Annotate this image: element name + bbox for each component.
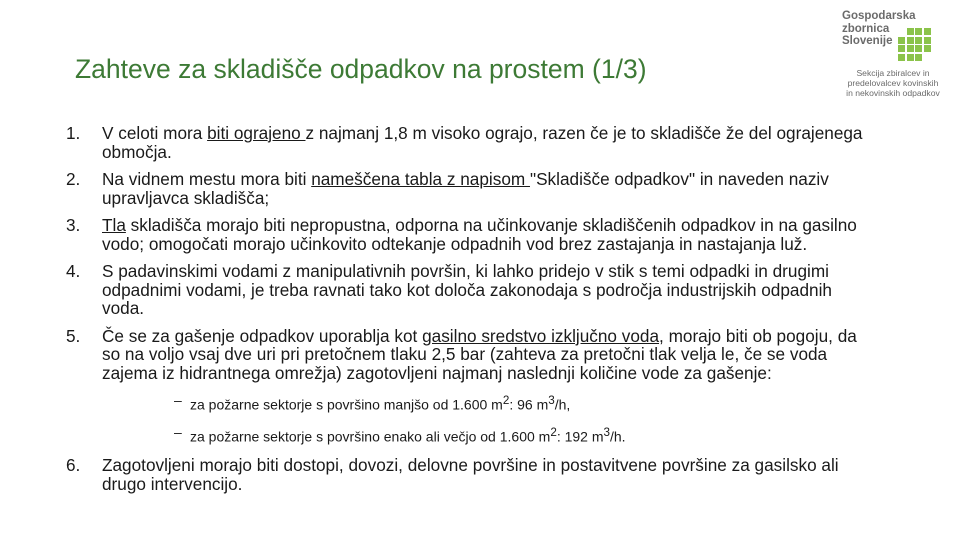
text-run: za požarne sektorje s površino manjšo od 1.600 m bbox=[190, 396, 503, 413]
superscript: 2 bbox=[502, 394, 510, 407]
superscript: 2 bbox=[550, 425, 557, 439]
superscript: 3 bbox=[548, 394, 555, 407]
text-run: za požarne sektorje s površino enako ali večjo od 1.600 m bbox=[190, 428, 551, 445]
item-number: 4. bbox=[66, 261, 81, 281]
item-text bbox=[102, 326, 857, 383]
logo-sub-line: in nekovinskih odpadkov bbox=[846, 88, 940, 98]
requirement-item bbox=[66, 327, 874, 446]
item-text bbox=[102, 261, 832, 318]
underlined-text: gasilno sredstvo izključno voda bbox=[422, 325, 660, 346]
underlined-text: Tla bbox=[102, 215, 126, 235]
logo-sub-line: Sekcija zbiralcev in bbox=[856, 68, 930, 78]
underlined-text: nameščena tabla z napisom bbox=[311, 169, 530, 189]
dash-bullet: – bbox=[174, 392, 182, 408]
text-run: z najmanj 1,8 m visoko ograjo, razen če je to skladišče že del ograjenega območja. bbox=[102, 123, 863, 162]
text-run: S padavinskimi vodami z manipulativnih površin, ki lahko pridejo v stik s temi odpadki in drugimi odpadnimi vodami, je treba ravnati tako kot določa zakonodaja s področja industrijskih odpadnih voda. bbox=[102, 261, 832, 318]
logo-name-line: Gospodarska bbox=[842, 10, 916, 22]
flow-requirement-item bbox=[174, 424, 874, 446]
superscript: 3 bbox=[603, 425, 610, 439]
chamber-logo bbox=[832, 8, 952, 104]
slide-title: Zahteve za skladišče odpadkov na prostem (1/3) bbox=[75, 54, 647, 84]
text-run: skladišča morajo biti nepropustna, odporna na učinkovanje skladiščenih odpadkov in na gasilno vodo; omogočati morajo učinkovito odtekanje odpadnih vod brez zastajanja in nastajanja luž. bbox=[102, 215, 857, 254]
text-run: "Skladišče odpadkov" in naveden naziv upravljavca skladišča; bbox=[102, 169, 829, 208]
logo-section-name bbox=[832, 68, 954, 98]
requirement-item bbox=[66, 216, 874, 253]
text-run: , morajo biti ob pogoju, da so na voljo vsaj dve uri pri pretočnem tlaku 2,5 bar (zahteva za pretočni tlak velja le, če se voda zajema iz hidrantnega omrežja) zagotovljeni najmanj naslednji količine vode za gašenje: bbox=[102, 325, 857, 383]
item-text bbox=[102, 169, 829, 208]
text-run: : 96 m bbox=[509, 396, 549, 413]
item-number: 6. bbox=[66, 455, 81, 476]
text-run: /h. bbox=[610, 428, 626, 445]
item-number: 3. bbox=[66, 215, 81, 235]
item-text bbox=[102, 123, 863, 162]
requirement-item bbox=[66, 170, 874, 207]
requirement-item bbox=[66, 124, 874, 161]
item-number: 5. bbox=[66, 325, 81, 346]
requirements-list bbox=[66, 124, 874, 502]
item-text bbox=[102, 215, 857, 254]
logo-name-line: Slovenije bbox=[842, 35, 893, 47]
text-run: Če se za gašenje odpadkov uporablja kot bbox=[102, 325, 423, 346]
underlined-text: biti ograjeno bbox=[207, 123, 306, 143]
logo-sub-line: predelovalcev kovinskih bbox=[847, 78, 939, 88]
text-run: Na vidnem mestu mora biti bbox=[102, 169, 312, 189]
item-number: 1. bbox=[66, 123, 81, 143]
item-text bbox=[102, 455, 839, 494]
text-run: /h, bbox=[554, 396, 571, 413]
text-run: : 192 m bbox=[556, 428, 604, 445]
logo-name bbox=[842, 10, 916, 48]
text-run: Zagotovljeni morajo biti dostopi, dovozi, delovne površine in postavitvene površine za gasilsko ali drugo intervencijo. bbox=[102, 455, 839, 494]
item-number: 2. bbox=[66, 169, 81, 189]
logo-name-line: zbornica bbox=[842, 22, 890, 35]
text-run: V celoti mora bbox=[102, 123, 208, 143]
flow-requirements-list bbox=[102, 392, 874, 445]
dash-bullet: – bbox=[174, 423, 182, 440]
requirement-item bbox=[66, 456, 874, 493]
requirement-item bbox=[66, 262, 874, 318]
logo-grid-icon bbox=[898, 28, 932, 61]
flow-requirement-item bbox=[174, 392, 874, 414]
